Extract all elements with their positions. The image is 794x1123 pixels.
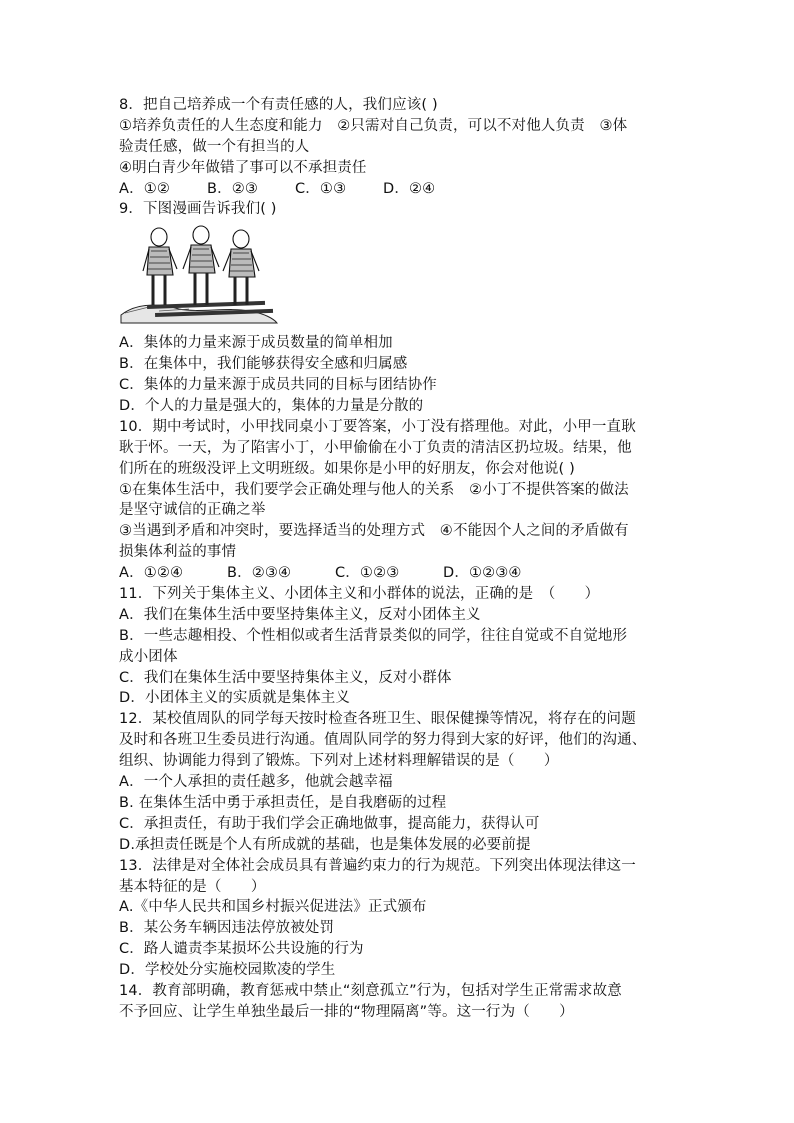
- question-stem-line: 基本特征的是（ ）: [119, 878, 266, 895]
- option-d: D．学校处分实施校园欺凌的学生: [119, 962, 336, 979]
- option-c: C．①②③: [335, 565, 400, 582]
- question-12: [119, 709, 679, 855]
- option-c: C．承担责任，有助于我们学会正确地做事，提高能力，获得认可: [119, 815, 540, 832]
- question-13: [119, 856, 679, 981]
- option-b: B．某公务车辆因违法停放被处罚: [119, 920, 335, 937]
- option-b: B. 在集体生活中勇于承担责任，是自我磨砺的过程: [119, 794, 447, 811]
- question-8: [119, 95, 679, 199]
- cartoon-illustration: [119, 223, 679, 331]
- option-a: A.《中华人民共和国乡村振兴促进法》正式颁布: [119, 899, 427, 916]
- option-c: C．我们在集体生活中要坚持集体主义，反对小群体: [119, 669, 452, 686]
- exam-page: [119, 95, 679, 1023]
- option-c: C．集体的力量来源于成员共同的目标与团结协作: [119, 377, 437, 394]
- option-b: B．在集体中，我们能够获得安全感和归属感: [119, 356, 408, 373]
- question-stem-line: 们所在的班级没评上文明班级。如果你是小甲的好朋友，你会对他说( ): [119, 460, 575, 477]
- question-stem: 8．把自己培养成一个有责任感的人，我们应该( ): [119, 97, 438, 113]
- answer-options: [119, 179, 679, 200]
- option-a: A．我们在集体生活中要坚持集体主义，反对小团体主义: [119, 606, 481, 623]
- question-14: [119, 981, 679, 1023]
- question-11: [119, 584, 679, 709]
- question-stem-line: 13．法律是对全体社会成员具有普遍约束力的行为规范。下列突出体现法律这一: [119, 857, 636, 874]
- answer-options: [119, 563, 679, 584]
- option-c: C．路人谴责李某损坏公共设施的行为: [119, 941, 364, 958]
- question-stem: 11．下列关于集体主义、小团体主义和小群体的说法，正确的是 （ ）: [119, 586, 600, 603]
- statement-line: ③当遇到矛盾和冲突时，要选择适当的处理方式 ④不能因个人之间的矛盾做有: [119, 523, 629, 540]
- option-a: A．一个人承担的责任越多，他就会越幸福: [119, 774, 393, 791]
- option-b: B．一些志趣相投、个性相似或者生活背景类似的同学，往往自觉或不自觉地形: [119, 627, 628, 644]
- option-b: B．②③④: [227, 565, 292, 582]
- option-a: A．①②: [119, 180, 171, 197]
- question-stem-line: 10．期中考试时，小甲找同桌小丁要答案，小丁没有搭理他。对此，小甲一直耿: [119, 418, 636, 435]
- option-d: D．小团体主义的实质就是集体主义: [119, 690, 351, 707]
- question-stem-line: 及时和各班卫生委员进行沟通。值周队同学的努力得到大家的好评，他们的沟通、: [119, 732, 647, 749]
- option-b: B．②③: [207, 180, 259, 197]
- question-10: [119, 417, 679, 584]
- statement-line: 验责任感，做一个有担当的人: [119, 138, 310, 155]
- option-a: A．集体的力量来源于成员数量的简单相加: [119, 335, 393, 352]
- statement-line: 是坚守诚信的正确之举: [119, 502, 266, 519]
- option-d: D.承担责任既是个人有所成就的基础，也是集体发展的必要前提: [119, 836, 531, 853]
- option-d: D．①②③④: [443, 565, 522, 582]
- option-a: A．①②④: [119, 565, 184, 582]
- question-9: [119, 199, 679, 416]
- question-stem-line: 组织、协调能力得到了锻炼。下列对上述材料理解错误的是（ ）: [119, 753, 559, 770]
- option-c: C．①③: [295, 180, 347, 197]
- statement-line: ④明白青少年做错了事可以不承担责任: [119, 159, 367, 176]
- question-stem-line: 不予回应、让学生单独坐最后一排的“物理隔离”等。这一行为（ ）: [119, 1003, 574, 1020]
- statement-line: ①培养负责任的人生态度和能力 ②只需对自己负责，可以不对他人负责 ③体: [119, 117, 628, 134]
- option-d: D．②④: [383, 180, 436, 197]
- three-people-skiing-cartoon: [119, 223, 279, 329]
- statement-line: 损集体利益的事情: [119, 544, 237, 561]
- option-b-continued: 成小团体: [119, 648, 178, 665]
- question-stem: 9．下图漫画告诉我们( ): [119, 201, 277, 218]
- question-stem-line: 12．某校值周队的同学每天按时检查各班卫生、眼保健操等情况，将存在的问题: [119, 711, 636, 728]
- question-stem-line: 14．教育部明确，教育惩戒中禁止“刻意孤立”行为，包括对学生正常需求故意: [119, 982, 622, 999]
- question-stem-line: 耿于怀。一天，为了陷害小丁，小甲偷偷在小丁负责的清洁区扔垃圾。结果，他: [119, 439, 632, 456]
- option-d: D．个人的力量是强大的，集体的力量是分散的: [119, 398, 424, 415]
- statement-line: ①在集体生活中，我们要学会正确处理与他人的关系 ②小丁不提供答案的做法: [119, 481, 629, 498]
